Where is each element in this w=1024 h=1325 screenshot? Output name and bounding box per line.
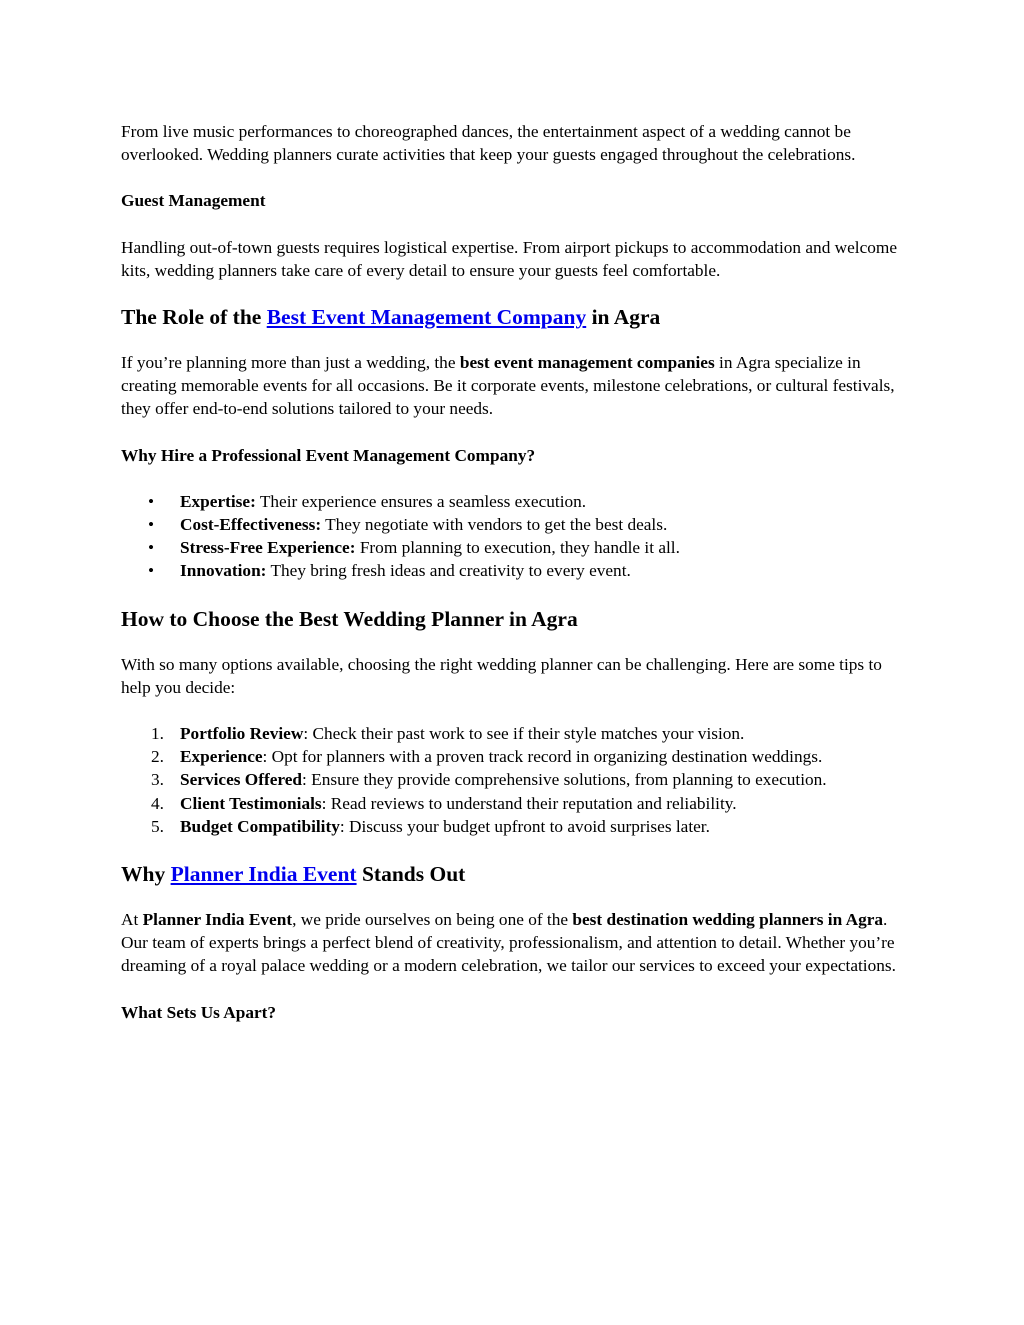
tip-text: : Check their past work to see if their style matches your vision.	[303, 724, 745, 744]
bullet-text: Their experience ensures a seamless execution.	[259, 491, 587, 511]
entertainment-paragraph: From live music performances to choreographed dances, the entertainment aspect of a wedding cannot be overlooked. Wedding planners curate activities that keep your guests engaged throughout the celebrations.	[121, 122, 856, 165]
standout-para-at: At	[121, 910, 139, 930]
list-item	[121, 745, 911, 768]
role-para-end: in Agra specialize in creating memorable events for all occasions. Be it corporate events, milestone celebrations, or cultural festivals, they offer end-to-end solutions tailored to your needs.	[121, 353, 895, 419]
tips-list	[121, 722, 911, 838]
choose-section-heading: How to Choose the Best Wedding Planner in Agra	[121, 606, 578, 631]
tip-label: Budget Compatibility	[180, 816, 340, 836]
role-heading-prefix: The Role of the	[121, 305, 262, 330]
bullet-text: They negotiate with vendors to get the best deals.	[325, 515, 668, 535]
why-hire-list	[121, 490, 911, 583]
what-sets-us-apart-heading: What Sets Us Apart?	[121, 1002, 277, 1022]
tip-label: Experience	[180, 747, 263, 767]
tip-text: : Opt for planners with a proven track record in organizing destination weddings.	[262, 747, 823, 767]
list-number: 3.	[151, 770, 164, 790]
standout-paragraph	[121, 908, 911, 978]
standout-heading-suffix: Stands Out	[361, 862, 466, 887]
bullet-label: Stress-Free Experience:	[180, 538, 356, 558]
choose-intro-paragraph: With so many options available, choosing the right wedding planner can be challenging. Here are some tips to help you decide:	[121, 654, 882, 697]
guest-management-paragraph: Handling out-of-town guests requires logistical expertise. From airport pickups to accommodation and welcome kits, wedding planners take care of every detail to ensure your guests feel comfortable.	[121, 237, 898, 280]
bullet-icon: •	[148, 491, 155, 511]
standout-section-heading	[121, 861, 911, 888]
document-page	[121, 120, 911, 1047]
role-heading-suffix: in Agra	[591, 305, 661, 330]
standout-para-end: . Our team of experts brings a perfect blend of creativity, professionalism, and attention to detail. Whether you’re dreaming of a royal palace wedding or a modern celebration, we tailor our services to exceed your expectations.	[121, 910, 896, 976]
list-item	[121, 490, 911, 513]
role-para-start: If you’re planning more than just a wedding, the	[121, 353, 456, 373]
list-number: 1.	[151, 724, 164, 744]
list-item	[121, 722, 911, 745]
bullet-text: They bring fresh ideas and creativity to every event.	[270, 561, 631, 581]
tip-text: : Read reviews to understand their reputation and reliability.	[321, 793, 737, 813]
bullet-label: Cost-Effectiveness:	[180, 515, 322, 535]
list-item	[121, 513, 911, 536]
list-item	[121, 536, 911, 559]
list-number: 2.	[151, 747, 164, 767]
planner-india-event-link[interactable]: Planner India Event	[170, 862, 357, 887]
list-item	[121, 768, 911, 791]
tip-label: Portfolio Review	[180, 724, 304, 744]
tip-text: : Ensure they provide comprehensive solutions, from planning to execution.	[302, 770, 827, 790]
bullet-label: Expertise:	[180, 491, 256, 511]
bullet-icon: •	[148, 561, 155, 581]
role-paragraph	[121, 351, 911, 421]
bullet-icon: •	[148, 515, 155, 535]
standout-heading-prefix: Why	[121, 862, 166, 887]
bullet-label: Innovation:	[180, 561, 267, 581]
bullet-icon: •	[148, 538, 155, 558]
tip-label: Services Offered	[180, 770, 303, 790]
tip-label: Client Testimonials	[180, 793, 322, 813]
list-item	[121, 559, 911, 582]
why-hire-heading: Why Hire a Professional Event Management Company?	[121, 445, 536, 465]
standout-para-bold: best destination wedding planners in Agra	[572, 910, 884, 930]
tip-text: : Discuss your budget upfront to avoid surprises later.	[339, 816, 710, 836]
list-item	[121, 792, 911, 815]
list-number: 4.	[151, 793, 164, 813]
list-item	[121, 815, 911, 838]
role-para-bold: best event management companies	[459, 353, 715, 373]
guest-management-heading: Guest Management	[121, 191, 266, 211]
role-section-heading	[121, 304, 911, 331]
standout-para-mid: , we pride ourselves on being one of the	[292, 910, 569, 930]
bullet-text: From planning to execution, they handle it all.	[359, 538, 680, 558]
best-event-management-link[interactable]: Best Event Management Company	[266, 305, 587, 330]
standout-para-brand: Planner India Event	[142, 910, 293, 930]
list-number: 5.	[151, 816, 164, 836]
